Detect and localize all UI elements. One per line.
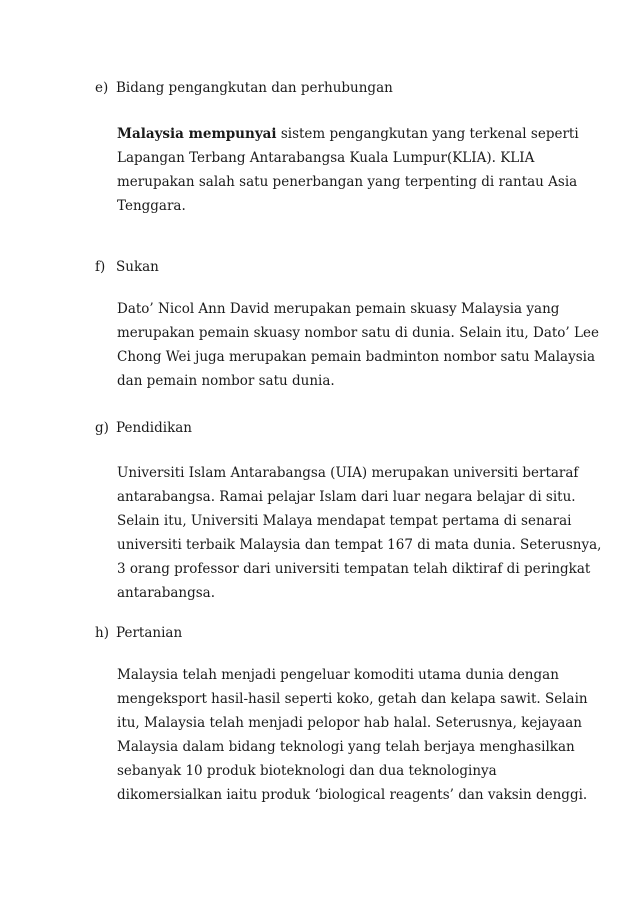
paragraph-line: Universiti Islam Antarabangsa (UIA) merupakan universiti bertaraf <box>117 465 579 481</box>
paragraph-line: sebanyak 10 produk bioteknologi dan dua teknologinya <box>117 763 497 779</box>
section-title: Sukan <box>116 259 159 275</box>
paragraph-line: Chong Wei juga merupakan pemain badminton nombor satu Malaysia <box>117 349 596 365</box>
section-marker: f) <box>95 259 106 275</box>
paragraph-line <box>117 122 577 146</box>
section-title: Pendidikan <box>116 420 193 436</box>
paragraph-line: Dato’ Nicol Ann David merupakan pemain skuasy Malaysia yang <box>117 301 560 317</box>
bold-phrase: Malaysia mempunyai <box>117 126 277 142</box>
section-heading <box>95 419 192 437</box>
paragraph-line: antarabangsa. Ramai pelajar Islam dari luar negara belajar di situ. <box>117 489 576 505</box>
paragraph-line: mengeksport hasil-hasil seperti koko, getah dan kelapa sawit. Selain <box>117 691 588 707</box>
section-paragraph <box>117 297 599 393</box>
section-marker: e) <box>95 80 109 96</box>
paragraph-line: Malaysia telah menjadi pengeluar komoditi utama dunia dengan <box>117 667 559 683</box>
section-heading <box>95 624 182 642</box>
paragraph-line: dikomersialkan iaitu produk ‘biological reagents’ dan vaksin denggi. <box>117 787 588 803</box>
section-title: Bidang pengangkutan dan perhubungan <box>116 80 393 96</box>
line-text: sistem pengangkutan yang terkenal seperti <box>276 126 579 142</box>
paragraph-line: merupakan pemain skuasy nombor satu di dunia. Selain itu, Dato’ Lee <box>117 325 599 341</box>
paragraph-line: 3 orang professor dari universiti tempatan telah diktiraf di peringkat <box>117 561 591 577</box>
section-marker: h) <box>95 625 109 641</box>
paragraph-line: itu, Malaysia telah menjadi pelopor hab halal. Seterusnya, kejayaan <box>117 715 582 731</box>
paragraph-line: Selain itu, Universiti Malaya mendapat tempat pertama di senarai <box>117 513 572 529</box>
section-marker: g) <box>95 420 109 436</box>
paragraph-line: Tenggara. <box>117 198 186 214</box>
paragraph-line: dan pemain nombor satu dunia. <box>117 373 335 389</box>
paragraph-line: universiti terbaik Malaysia dan tempat 167 di mata dunia. Seterusnya, <box>117 537 602 553</box>
paragraph-line: merupakan salah satu penerbangan yang terpenting di rantau Asia <box>117 174 578 190</box>
section-heading <box>95 79 393 97</box>
paragraph-line: Lapangan Terbang Antarabangsa Kuala Lumpur(KLIA). KLIA <box>117 150 535 166</box>
paragraph-line: antarabangsa. <box>117 585 216 601</box>
section-heading <box>95 258 159 276</box>
section-paragraph <box>117 663 588 807</box>
section-title: Pertanian <box>116 625 183 641</box>
section-paragraph <box>117 461 602 605</box>
paragraph-line: Malaysia dalam bidang teknologi yang telah berjaya menghasilkan <box>117 739 575 755</box>
section-paragraph <box>117 122 577 218</box>
